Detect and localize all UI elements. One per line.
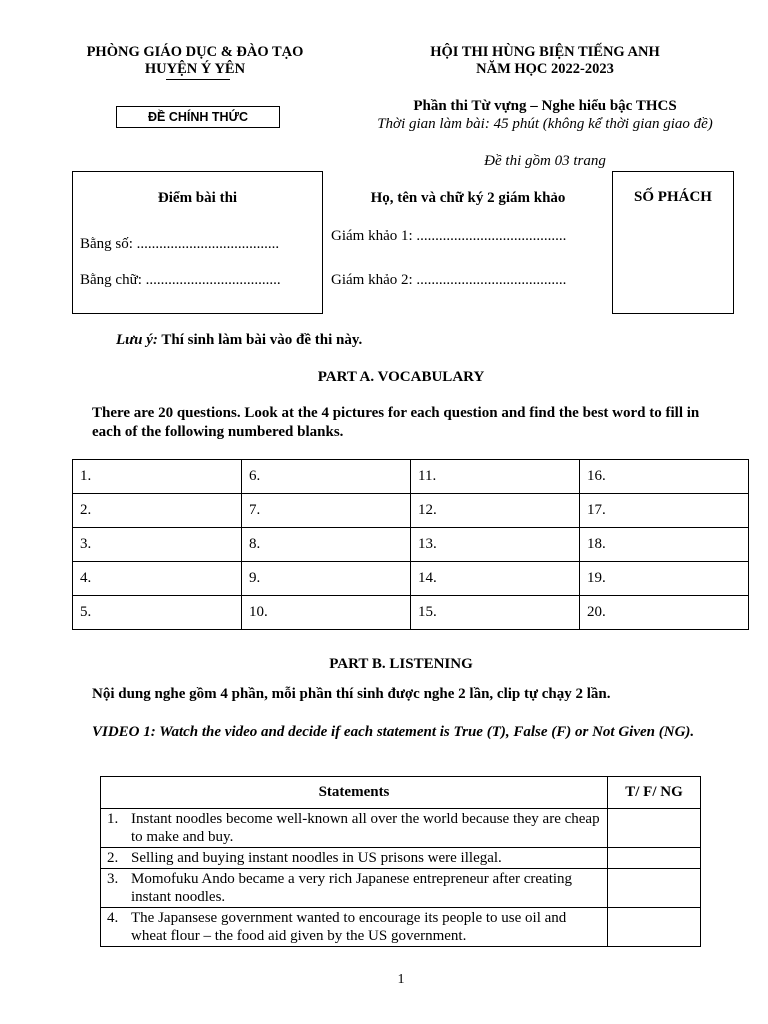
answer-cell-8[interactable]: 8. bbox=[242, 528, 411, 562]
statement-cell bbox=[101, 869, 608, 908]
answer-cell-3[interactable]: 3. bbox=[73, 528, 242, 562]
department-header bbox=[60, 44, 330, 78]
statements-table bbox=[100, 776, 701, 947]
answer-cell-7[interactable]: 7. bbox=[242, 494, 411, 528]
answer-cell-11[interactable]: 11. bbox=[411, 460, 580, 494]
grid-row bbox=[73, 596, 749, 630]
statements-header-row bbox=[101, 777, 701, 809]
answer-cell-15[interactable]: 15. bbox=[411, 596, 580, 630]
note bbox=[116, 332, 362, 349]
answer-cell-10[interactable]: 10. bbox=[242, 596, 411, 630]
answer-cell-19[interactable]: 19. bbox=[580, 562, 749, 596]
score-title: Điểm bài thi bbox=[157, 190, 238, 206]
statement-row bbox=[101, 908, 701, 947]
answer-cell-statement-2[interactable] bbox=[608, 848, 701, 869]
answer-cell-14[interactable]: 14. bbox=[411, 562, 580, 596]
statement-row bbox=[101, 848, 701, 869]
statements-column-header: Statements bbox=[101, 777, 608, 809]
statement-row bbox=[101, 809, 701, 848]
part-a-title: PART A. VOCABULARY bbox=[317, 369, 485, 385]
contest-header bbox=[330, 44, 760, 78]
statement-cell bbox=[101, 908, 608, 947]
examiner-2-field[interactable]: Giám khảo 2: ........................................ bbox=[331, 272, 567, 288]
part-b-title: PART B. LISTENING bbox=[329, 656, 473, 672]
answer-cell-9[interactable]: 9. bbox=[242, 562, 411, 596]
statement-cell bbox=[101, 809, 608, 848]
department-underline bbox=[166, 79, 230, 80]
statement-text: Instant noodles become well-known all over the world because they are cheap to make and buy. bbox=[131, 811, 600, 845]
grid-row bbox=[73, 528, 749, 562]
contest-line-1: HỘI THI HÙNG BIỆN TIẾNG ANH bbox=[430, 44, 660, 60]
answer-cell-statement-4[interactable] bbox=[608, 908, 701, 947]
section-title: Phần thi Từ vựng – Nghe hiểu bậc THCS bbox=[413, 98, 677, 114]
answer-cell-12[interactable]: 12. bbox=[411, 494, 580, 528]
score-by-number-field[interactable]: Bằng số: ...................................... bbox=[80, 236, 280, 252]
statement-number: 1. bbox=[107, 811, 119, 827]
grid-row bbox=[73, 460, 749, 494]
statement-text: The Japansese government wanted to encourage its people to use oil and wheat flour – the food aid given by the US government. bbox=[131, 910, 567, 944]
vocabulary-answer-grid bbox=[72, 459, 749, 630]
answer-cell-13[interactable]: 13. bbox=[411, 528, 580, 562]
answer-cell-statement-1[interactable] bbox=[608, 809, 701, 848]
answer-cell-4[interactable]: 4. bbox=[73, 562, 242, 596]
official-exam-label: ĐỀ CHÍNH THỨC bbox=[116, 106, 280, 128]
answer-cell-18[interactable]: 18. bbox=[580, 528, 749, 562]
statement-cell bbox=[101, 848, 608, 869]
statement-text: Selling and buying instant noodles in US prisons were illegal. bbox=[131, 850, 502, 866]
answer-cell-2[interactable]: 2. bbox=[73, 494, 242, 528]
statement-number: 3. bbox=[107, 871, 119, 887]
department-line-2: HUYỆN Ý YÊN bbox=[144, 61, 246, 77]
answer-cell-5[interactable]: 5. bbox=[73, 596, 242, 630]
part-b-instruction: Nội dung nghe gồm 4 phần, mỗi phần thí sinh được nghe 2 lần, clip tự chạy 2 lần. bbox=[92, 686, 611, 702]
grid-row bbox=[73, 494, 749, 528]
note-text: Thí sinh làm bài vào đề thi này. bbox=[157, 332, 363, 348]
grid-row bbox=[73, 562, 749, 596]
answer-column-header: T/ F/ NG bbox=[608, 777, 701, 809]
answer-cell-17[interactable]: 17. bbox=[580, 494, 749, 528]
part-a-instruction: There are 20 questions. Look at the 4 pictures for each question and find the best word to fill in each of the following numbered blanks. bbox=[92, 405, 700, 440]
answer-cell-20[interactable]: 20. bbox=[580, 596, 749, 630]
score-by-words-field[interactable]: Bằng chữ: .................................... bbox=[80, 272, 281, 288]
examiners-title: Họ, tên và chữ ký 2 giám khảo bbox=[370, 190, 566, 206]
statement-row bbox=[101, 869, 701, 908]
statement-number: 2. bbox=[107, 850, 119, 866]
answer-cell-16[interactable]: 16. bbox=[580, 460, 749, 494]
page-count: Đề thi gồm 03 trang bbox=[484, 153, 606, 169]
page-number: 1 bbox=[397, 972, 405, 987]
video-1-instruction: VIDEO 1: Watch the video and decide if each statement is True (T), False (F) or Not Given (NG). bbox=[92, 724, 695, 740]
statement-number: 4. bbox=[107, 910, 119, 926]
note-label: Lưu ý: bbox=[116, 332, 158, 348]
contest-line-2: NĂM HỌC 2022-2023 bbox=[476, 61, 614, 77]
answer-cell-6[interactable]: 6. bbox=[242, 460, 411, 494]
statement-text: Momofuku Ando became a very rich Japanese entrepreneur after creating instant noodles. bbox=[131, 871, 573, 905]
answer-cell-1[interactable]: 1. bbox=[73, 460, 242, 494]
department-line-1: PHÒNG GIÁO DỤC & ĐÀO TẠO bbox=[86, 44, 304, 60]
time-allowed: Thời gian làm bài: 45 phút (không kể thời gian giao đề) bbox=[377, 116, 713, 132]
phach-title: SỐ PHÁCH bbox=[634, 189, 712, 205]
answer-cell-statement-3[interactable] bbox=[608, 869, 701, 908]
examiner-1-field[interactable]: Giám khảo 1: ........................................ bbox=[331, 228, 567, 244]
